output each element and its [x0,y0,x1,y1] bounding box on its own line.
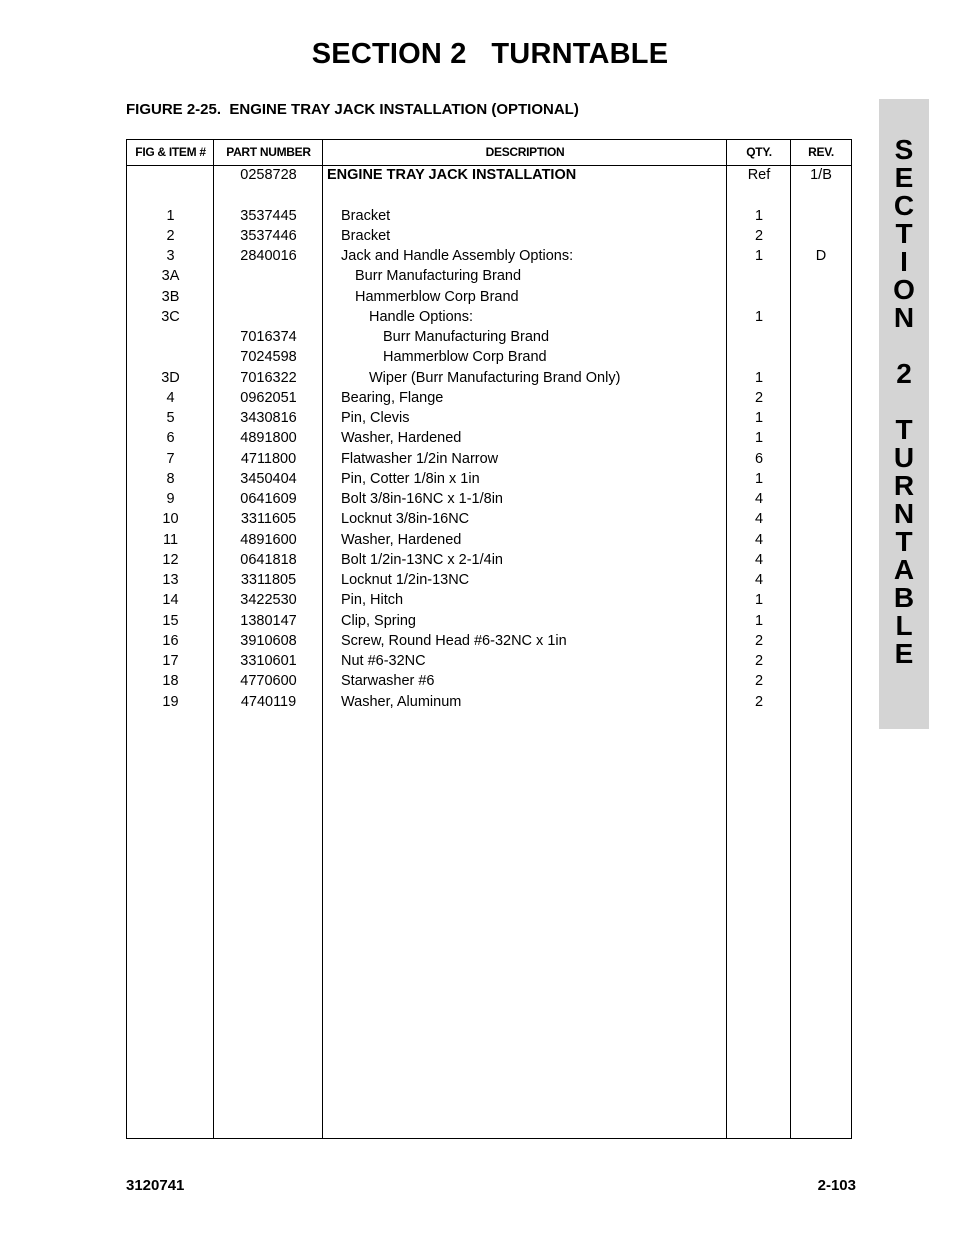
part-number-cell: 3311805 [240,572,297,588]
side-tab-letter: N [893,498,915,529]
table-row [127,226,851,246]
fig-item-cell: 3A [161,268,180,285]
fig-item-cell: 15 [162,612,179,629]
description-cell: Jack and Handle Assembly Options: [341,248,574,264]
fig-item-cell: 16 [162,632,179,649]
part-number-cell: 3910608 [240,632,297,649]
qty-cell: 4 [754,491,764,507]
qty-cell: 1 [754,308,764,325]
table-row [127,590,851,610]
part-number-cell: 3537446 [240,227,297,244]
description-cell: Burr Manufacturing Brand [383,329,550,345]
part-number-cell: 0641609 [240,491,297,507]
table-row [127,165,851,185]
part-number-cell: 3430816 [240,410,297,426]
header-description: DESCRIPTION [485,145,565,159]
table-row [127,449,851,469]
section-title: SECTION 2 TURNTABLE [311,38,669,70]
table-row [127,489,851,509]
table-row [127,469,851,489]
side-tab-letter: 2 [896,358,912,389]
description-cell: Clip, Spring [341,612,416,629]
description-cell: Flatwasher 1/2in Narrow [341,450,499,467]
fig-item-cell: 17 [162,653,179,669]
header-fig-item: FIG & ITEM # [135,145,206,159]
fig-item-cell: 14 [162,592,179,609]
qty-cell: 1 [754,410,764,426]
description-cell: Bracket [341,227,391,244]
description-cell: Pin, Cotter 1/8in x 1in [341,470,480,487]
qty-cell: 1 [754,592,764,609]
qty-cell: Ref [747,167,771,183]
figure-title: FIGURE 2-25. ENGINE TRAY JACK INSTALLATION (OPTIONAL) [126,101,579,118]
description-cell: Nut #6-32NC [341,653,426,669]
description-cell: Pin, Hitch [341,592,404,609]
qty-cell: 2 [754,693,764,710]
side-tab-letter: U [893,442,915,473]
part-number-cell: 2840016 [240,248,297,264]
qty-cell: 1 [754,248,764,264]
qty-cell: 1 [754,207,764,224]
part-number-cell: 3311605 [240,511,297,528]
fig-item-cell: 6 [166,430,175,447]
qty-cell: 1 [754,612,764,629]
description-cell: Washer, Hardened [341,430,462,447]
fig-item-cell: 5 [166,410,175,426]
qty-cell: 2 [754,227,764,244]
side-tab-letter: O [893,274,915,305]
description-cell: Locknut 1/2in-13NC [341,572,470,588]
description-cell: Hammerblow Corp Brand [355,288,519,305]
table-row [127,611,851,631]
document-number: 3120741 [126,1177,185,1194]
qty-cell: 1 [754,470,764,487]
table-row [127,509,851,529]
qty-cell: 1 [754,369,764,386]
table-row [127,388,851,408]
part-number-cell: 4891600 [240,531,297,548]
description-cell: Bolt 3/8in-16NC x 1-1/8in [341,491,503,507]
table-row [127,651,851,671]
fig-item-cell: 3C [161,308,180,325]
description-cell: Bolt 1/2in-13NC x 2-1/4in [341,551,503,568]
side-tab-letter: N [893,302,915,333]
description-cell: ENGINE TRAY JACK INSTALLATION [327,167,577,183]
fig-item-cell: 2 [166,227,175,244]
part-number-cell: 3422530 [240,592,297,609]
qty-cell: 6 [754,450,764,467]
side-tab-letter: I [900,246,908,277]
part-number-cell: 4891800 [240,430,297,447]
description-cell: Wiper (Burr Manufacturing Brand Only) [369,369,621,386]
fig-item-cell: 12 [162,551,179,568]
fig-item-cell: 7 [166,450,175,467]
part-number-cell: 0962051 [240,389,297,406]
side-tab-letter: R [893,470,915,501]
qty-cell: 2 [754,632,764,649]
rev-cell: 1/B [810,167,832,183]
side-tab-letter: E [894,162,914,193]
side-tab-letter: B [893,582,915,613]
description-cell: Locknut 3/8in-16NC [341,511,470,528]
page-number: 2-103 [817,1177,856,1194]
fig-item-cell: 4 [166,389,175,406]
side-tab-letter: L [895,610,913,641]
qty-cell: 4 [754,551,764,568]
description-cell: Bracket [341,207,391,224]
table-row [127,266,851,286]
qty-cell: 4 [754,511,764,528]
table-row [127,692,851,712]
fig-item-cell: 19 [162,693,179,710]
fig-item-cell: 3D [161,369,180,386]
part-number-cell: 4711800 [240,450,297,467]
part-number-cell: 0641818 [240,551,297,568]
side-tab-letter: E [894,638,914,669]
section-side-tab [879,99,929,729]
table-row [127,408,851,428]
side-tab-letter: T [895,526,913,557]
qty-cell: 4 [754,531,764,548]
table-row [127,570,851,590]
table-row [127,246,851,266]
table-row [127,206,851,226]
description-cell: Hammerblow Corp Brand [383,349,547,366]
fig-item-cell: 13 [162,572,179,588]
part-number-cell: 3450404 [240,470,297,487]
fig-item-cell: 8 [166,470,175,487]
side-tab-letter: S [894,134,914,165]
fig-item-cell: 10 [162,511,179,528]
table-row [127,671,851,691]
header-rev: REV. [808,145,834,159]
table-row [127,307,851,327]
description-cell: Pin, Clevis [341,410,410,426]
description-cell: Bearing, Flange [341,389,444,406]
fig-item-cell: 9 [166,491,175,507]
qty-cell: 2 [754,653,764,669]
part-number-cell: 1380147 [240,612,297,629]
part-number-cell: 7016322 [240,369,297,386]
part-number-cell: 4740119 [240,693,297,710]
part-number-cell: 4770600 [240,673,297,690]
table-row [127,530,851,550]
fig-item-cell: 1 [166,207,175,224]
table-row [127,550,851,570]
fig-item-cell: 11 [162,531,179,548]
table-row [127,347,851,367]
rev-cell: D [815,248,827,264]
qty-cell: 2 [754,389,764,406]
description-cell: Washer, Aluminum [341,693,462,710]
part-number-cell: 3537445 [240,207,297,224]
parts-table [126,139,852,1139]
qty-cell: 4 [754,572,764,588]
fig-item-cell: 18 [162,673,179,690]
part-number-cell: 3310601 [240,653,297,669]
part-number-cell: 7024598 [240,349,297,366]
side-tab-letter: T [895,414,913,445]
side-tab-letter: A [893,554,915,585]
description-cell: Screw, Round Head #6-32NC x 1in [341,632,567,649]
description-cell: Handle Options: [369,308,473,325]
description-cell: Burr Manufacturing Brand [355,268,522,285]
qty-cell: 1 [754,430,764,447]
table-row [127,327,851,347]
part-number-cell: 7016374 [240,329,297,345]
fig-item-cell: 3B [161,288,180,305]
description-cell: Washer, Hardened [341,531,462,548]
table-row [127,631,851,651]
part-number-cell: 0258728 [240,167,297,183]
table-row [127,428,851,448]
header-qty: QTY. [746,145,772,159]
side-tab-letter: C [893,190,915,221]
description-cell: Starwasher #6 [341,673,435,690]
side-tab-letter: T [895,218,913,249]
fig-item-cell: 3 [166,248,175,264]
header-part-number: PART NUMBER [226,145,311,159]
qty-cell: 2 [754,673,764,690]
table-row [127,287,851,307]
table-row [127,368,851,388]
